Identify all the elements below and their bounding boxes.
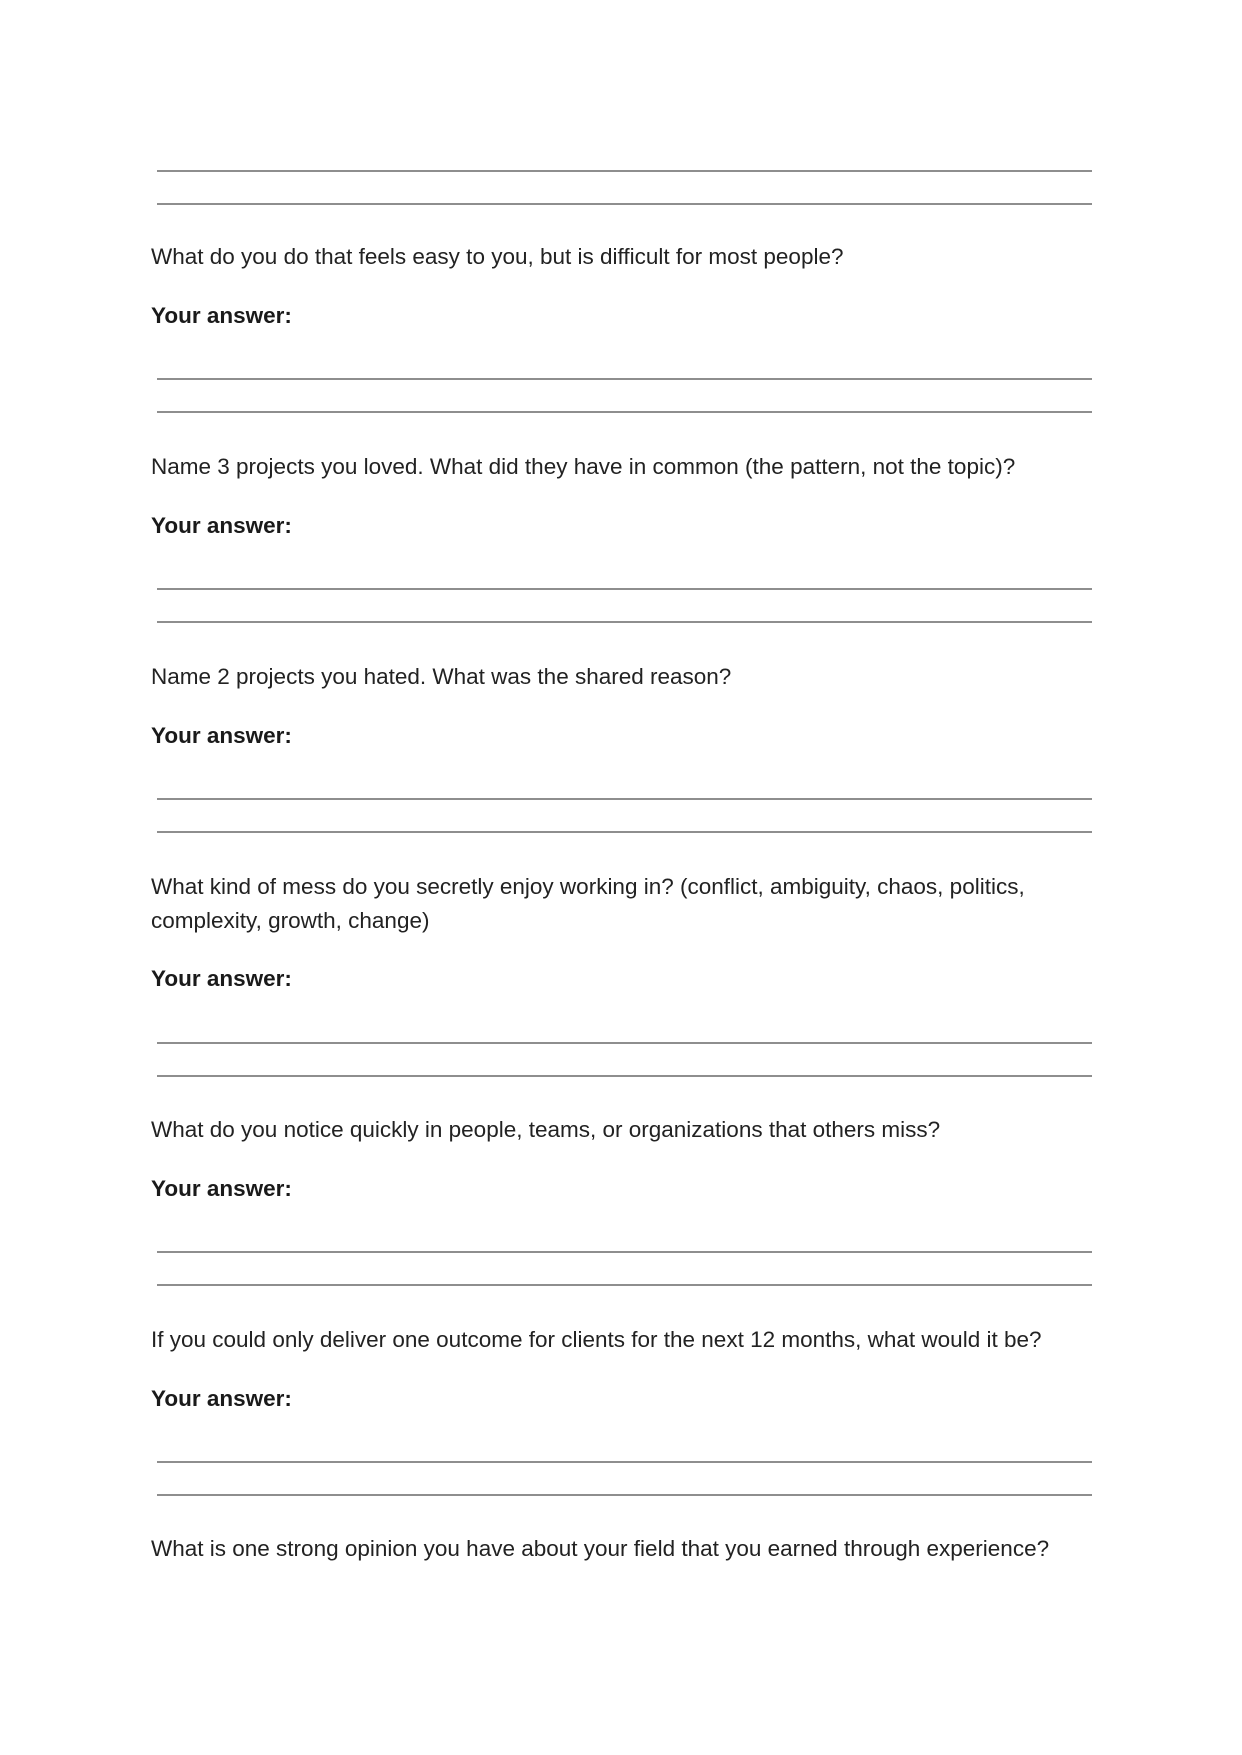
answer-line[interactable] xyxy=(157,1075,1092,1077)
question-text: Name 2 projects you hated. What was the shared reason? xyxy=(151,664,732,689)
answer-line[interactable] xyxy=(157,1461,1092,1463)
answer-line[interactable] xyxy=(157,798,1092,800)
answer-line[interactable] xyxy=(157,203,1092,205)
answer-line[interactable] xyxy=(157,621,1092,623)
question-text: What do you notice quickly in people, teams, or organizations that others miss? xyxy=(151,1117,941,1142)
question-text: If you could only deliver one outcome for clients for the next 12 months, what would it be? xyxy=(151,1327,1042,1352)
answer-label: Your answer: xyxy=(151,513,292,538)
answer-line[interactable] xyxy=(157,170,1092,172)
answer-label: Your answer: xyxy=(151,1176,292,1201)
answer-label: Your answer: xyxy=(151,1386,292,1411)
answer-line[interactable] xyxy=(157,831,1092,833)
question-text: Name 3 projects you loved. What did they have in common (the pattern, not the topic)? xyxy=(151,454,1016,479)
answer-line[interactable] xyxy=(157,411,1092,413)
question-text: What do you do that feels easy to you, but is difficult for most people? xyxy=(151,244,844,269)
answer-line[interactable] xyxy=(157,1251,1092,1253)
answer-line[interactable] xyxy=(157,378,1092,380)
answer-line[interactable] xyxy=(157,588,1092,590)
answer-label: Your answer: xyxy=(151,966,292,991)
question-text: What is one strong opinion you have about your field that you earned through experience? xyxy=(151,1536,1050,1561)
answer-line[interactable] xyxy=(157,1284,1092,1286)
question-text: What kind of mess do you secretly enjoy working in? (conflict, ambiguity, chaos, politics, complexity, growth, change) xyxy=(151,874,1025,933)
answer-line[interactable] xyxy=(157,1494,1092,1496)
answer-label: Your answer: xyxy=(151,303,292,328)
answer-label: Your answer: xyxy=(151,723,292,748)
answer-line[interactable] xyxy=(157,1042,1092,1044)
